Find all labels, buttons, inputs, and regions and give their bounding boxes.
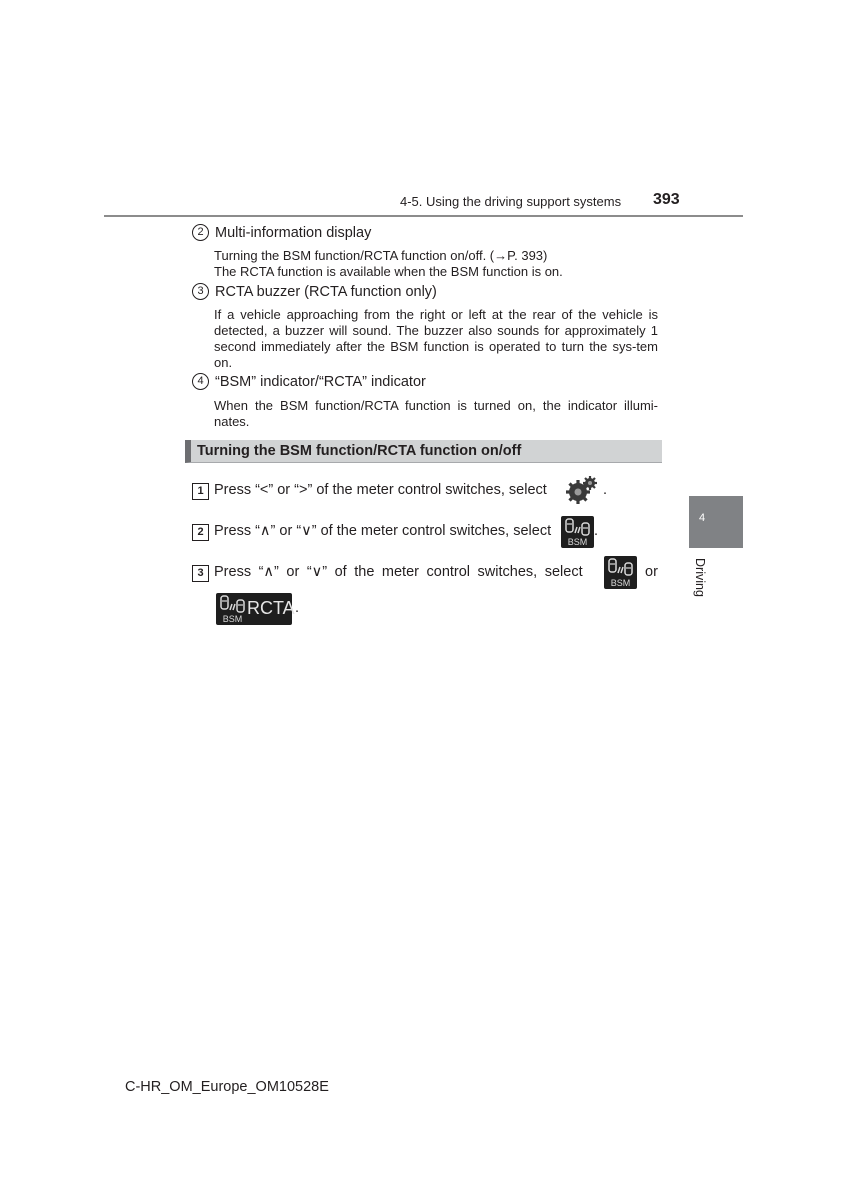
section-title: Turning the BSM function/RCTA function on/off — [197, 443, 522, 459]
step-or: or — [645, 564, 658, 580]
description-line: The RCTA function is available when the BSM function is on. — [214, 264, 563, 279]
item-title: RCTA buzzer (RCTA function only) — [215, 283, 437, 300]
document-code: C-HR_OM_Europe_OM10528E — [125, 1079, 329, 1095]
bsm-caption: BSM — [567, 537, 588, 547]
page-number: 393 — [653, 191, 680, 208]
chapter-label: Driving — [693, 558, 707, 597]
step-text: Press “∧” or “∨” of the meter control switches, select — [214, 564, 583, 580]
bsm-icon — [604, 556, 637, 589]
description-text: When the BSM function/RCTA function is turned on, the indicator illumi-nates. — [214, 398, 658, 429]
item-title: Multi-information display — [215, 224, 372, 241]
step-number: 2 — [192, 524, 209, 541]
step-text: Press “∧” or “∨” of the meter control switches, select — [214, 523, 552, 539]
item-description — [214, 398, 658, 430]
rcta-label: RCTA — [247, 598, 295, 618]
header-divider — [104, 215, 743, 217]
item-rcta-buzzer — [192, 283, 437, 300]
step-1 — [192, 482, 612, 502]
item-number: 2 — [192, 224, 209, 241]
item-number: 3 — [192, 283, 209, 300]
item-number: 4 — [192, 373, 209, 390]
item-description — [214, 307, 658, 371]
bsm-rcta-icon — [216, 593, 295, 625]
bsm-caption: BSM — [610, 578, 631, 588]
section-header: 4-5. Using the driving support systems — [400, 194, 622, 209]
step-end: . — [295, 600, 300, 616]
step-end: . — [603, 482, 608, 498]
bsm-caption: BSM — [222, 614, 243, 624]
step-end: . — [594, 523, 599, 539]
description-text: If a vehicle approaching from the right or left at the rear of the vehicle is detected, a buzzer will sound. The buzzer also sounds for approximately 1 second immediately after the BSM function is operated to turn the sys-tem on. — [214, 307, 658, 370]
settings-gear-icon — [565, 475, 599, 505]
item-title: “BSM” indicator/“RCTA” indicator — [215, 373, 426, 390]
chapter-number: 4 — [699, 512, 706, 524]
step-number: 1 — [192, 483, 209, 500]
step-3 — [192, 564, 658, 584]
chapter-tab — [689, 496, 743, 548]
step-number: 3 — [192, 565, 209, 582]
item-description — [214, 248, 658, 280]
section-heading-bar — [185, 440, 662, 463]
step-2 — [192, 523, 612, 543]
item-multi-information-display — [192, 224, 371, 241]
step-text: Press “<” or “>” of the meter control switches, select — [214, 482, 547, 498]
item-bsm-indicator — [192, 373, 426, 390]
bsm-icon — [561, 516, 594, 548]
description-line: Turning the BSM function/RCTA function on/off. (→P. 393) — [214, 248, 548, 263]
